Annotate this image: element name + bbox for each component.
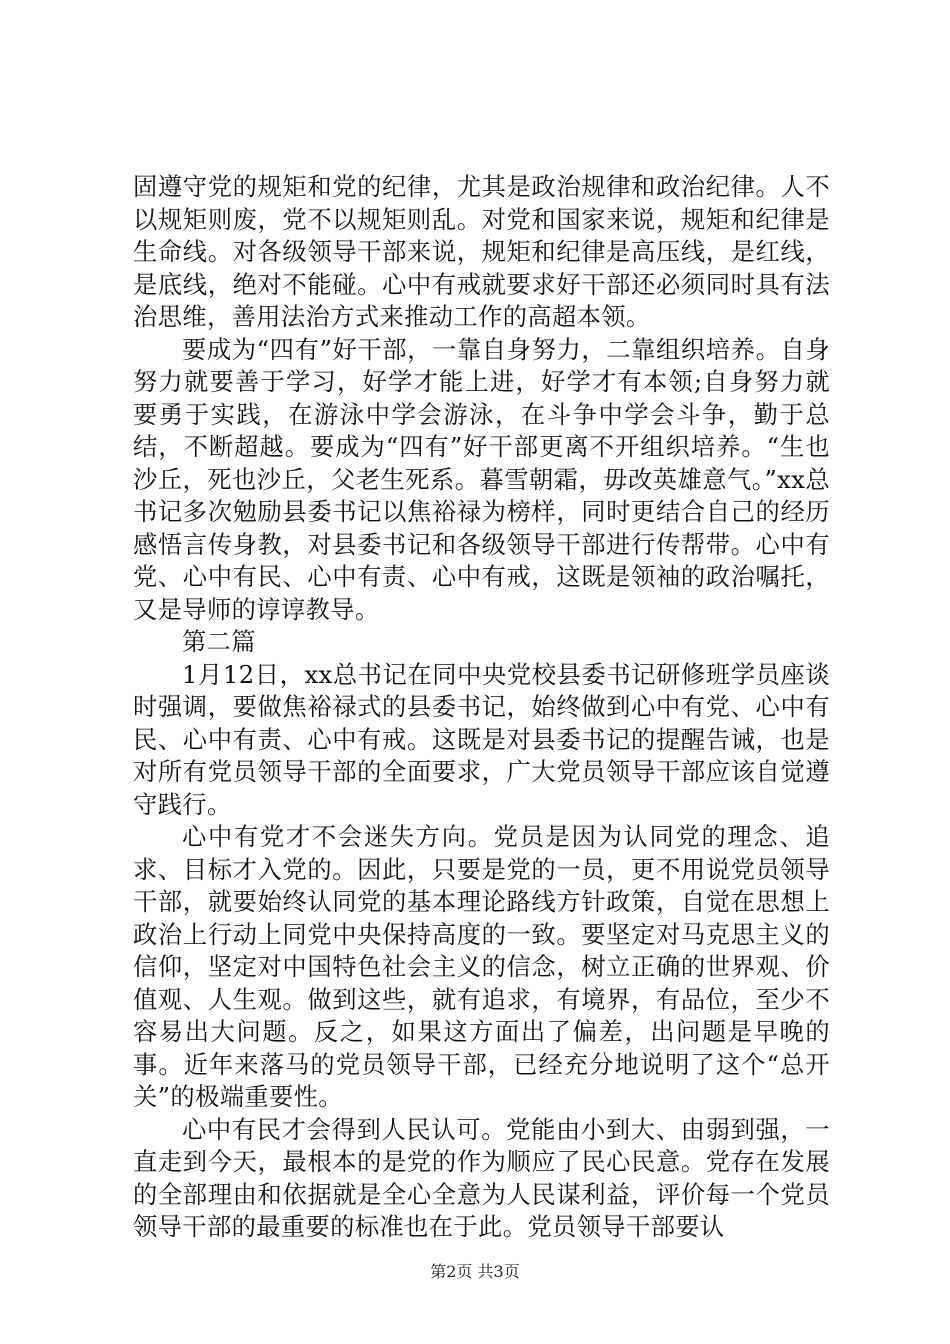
paragraph-intro: 1月12日，xx总书记在同中央党校县委书记研修班学员座谈时强调，要做焦裕禄式的县委书记，始终做到心中有党、心中有民、心中有责、心中有戒。这既是对县委书记的提醒告诫，也是对所有党员领导干部的全面要求，广大党员领导干部应该自觉遵守践行。 [133, 659, 830, 819]
section-heading: 第二篇 [182, 627, 256, 656]
document-body [133, 171, 830, 1244]
paragraph-party: 心中有党才不会迷失方向。党员是因为认同党的理念、追求、目标才入党的。因此，只要是党的一员，更不用说党员领导干部，就要始终认同党的基本理论路线方针政策，自觉在思想上政治上行动上同党中央保持高度的一致。要坚定对马克思主义的信仰，坚定对中国特色社会主义的信念，树立正确的世界观、价值观、人生观。做到这些，就有追求，有境界，有品位，至少不容易出大问题。反之，如果这方面出了偏差，出问题是早晚的事。近年来落马的党员领导干部，已经充分地说明了这个“总开关”的极端重要性。 [133, 822, 830, 1111]
paragraph-four-haves: 要成为“四有”好干部，一靠自身努力，二靠组织培养。自身努力就要善于学习，好学才能上进，好学才有本领;自身努力就要勇于实践，在游泳中学会游泳，在斗争中学会斗争，勤于总结，不断超越。要成为“四有”好干部更离不开组织培养。“生也沙丘，死也沙丘，父老生死系。暮雪朝霜，毋改英雄意气。”xx总书记多次勉励县委书记以焦裕禄为榜样，同时更结合自己的经历感悟言传身教，对县委书记和各级领导干部进行传帮带。心中有党、心中有民、心中有责、心中有戒，这既是领袖的政治嘱托，又是导师的谆谆教导。 [133, 334, 830, 624]
paragraph-people: 心中有民才会得到人民认可。党能由小到大、由弱到强，一直走到今天，最根本的是党的作为顺应了民心民意。党存在发展的全部理由和依据就是全心全意为人民谋利益，评价每一个党员领导干部的最重要的标准也在于此。党员领导干部要认 [133, 1114, 830, 1241]
paragraph-continued: 固遵守党的规矩和党的纪律，尤其是政治规律和政治纪律。人不以规矩则废，党不以规矩则乱。对党和国家来说，规矩和纪律是生命线。对各级领导干部来说，规矩和纪律是高压线，是红线，是底线，绝对不能碰。心中有戒就要求好干部还必须同时具有法治思维，善用法治方式来推动工作的高超本领。 [133, 172, 830, 331]
page-footer: 第2页 共3页 [430, 1262, 520, 1281]
